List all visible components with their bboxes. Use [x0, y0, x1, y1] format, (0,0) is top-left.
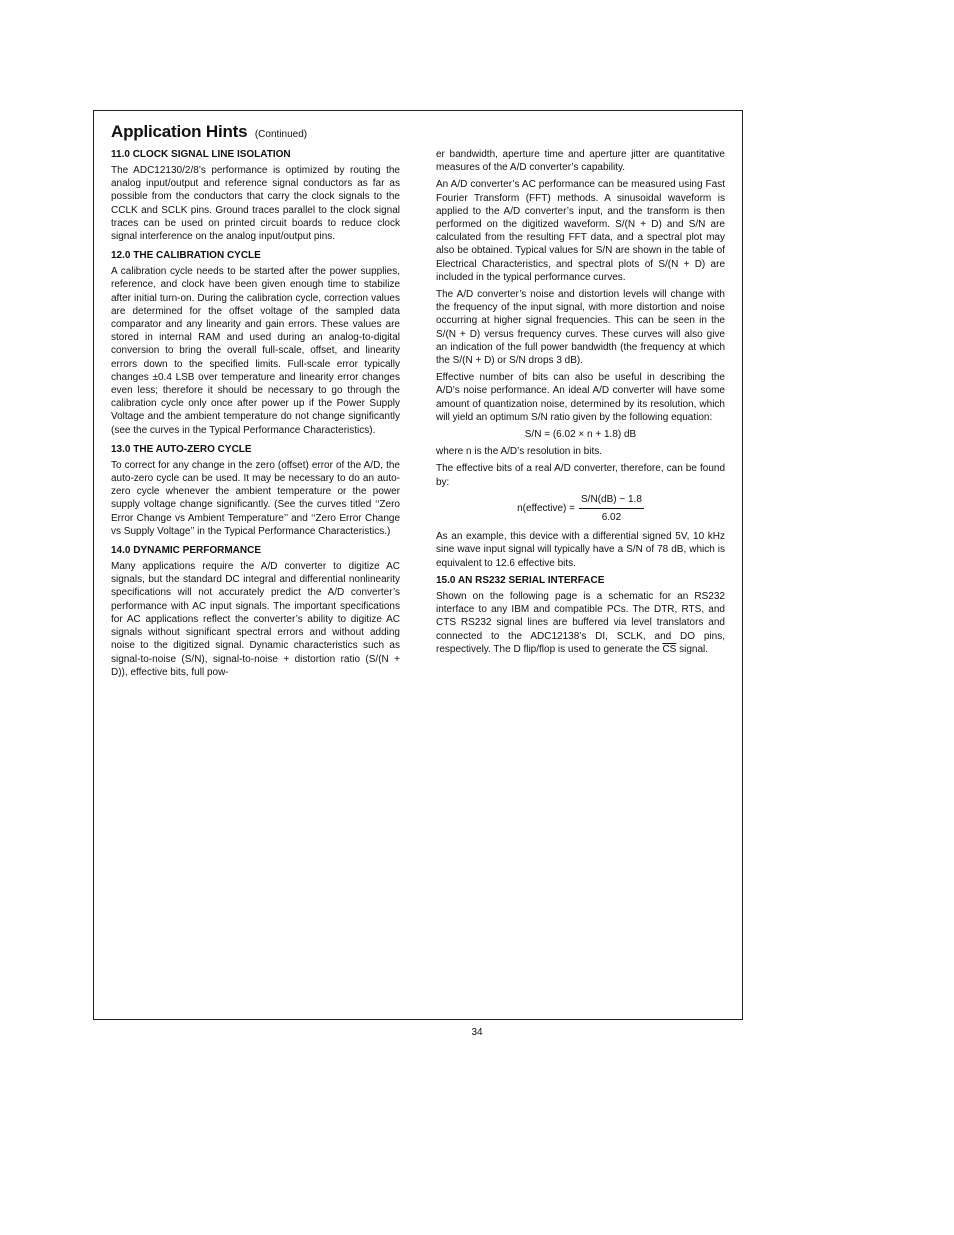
paragraph-noise-distortion: The A/D converter’s noise and distortion levels will change with the frequency of the input signal, with more distortion and noise occurring at higher signal frequencies. This can be seen in the S/(N + D) versus frequency curves. These curves will also give an indication of the full power bandwidth (the frequency at which the S/(N + D) or S/N drops 3 dB). [436, 289, 725, 367]
section-15 [436, 574, 725, 656]
section-14-heading: 14.0 DYNAMIC PERFORMANCE [111, 545, 262, 557]
section-14-paragraph: Many applications require the A/D converter to digitize AC signals, but the standard DC integral and differential nonlinearity specifications will not accurately predict the A/D converter’s performance with AC input signals. The important specifications for AC applications reflect the converter’s ability to digitize AC signals without significant spectral errors and without adding noise to the digitized signal. Dynamic characteristics such as signal-to-noise (S/N), signal-to-noise + distortion ratio (S/(N + D)), effective bits, full pow- [111, 561, 400, 678]
section-15-heading: 15.0 AN RS232 SERIAL INTERFACE [436, 574, 605, 586]
section-header [111, 122, 307, 142]
section-12-heading: 12.0 THE CALIBRATION CYCLE [111, 250, 261, 262]
section-14 [111, 544, 400, 679]
section-13-paragraph: To correct for any change in the zero (offset) error of the A/D, the auto-zero cycle can be used. It may be necessary to do an auto-zero cycle whenever the ambient temperature or the power supply voltage change significantly. (See the curves titled ‘‘Zero Error Change vs Ambient Temperature’’ and ‘‘Zero Error Change vs Supply Voltage’’ in the Typical Performance Characteristics.) [111, 459, 400, 537]
section-13-heading: 13.0 THE AUTO-ZERO CYCLE [111, 443, 252, 455]
section-15-text-end: signal. [679, 643, 709, 655]
page-subtitle: (Continued) [254, 129, 308, 140]
page-title: Application Hints [111, 122, 248, 141]
page-frame [93, 110, 743, 1020]
left-column [111, 148, 400, 685]
equation-sn: S/N = (6.02 × n + 1.8) dB [524, 429, 637, 441]
section-12 [111, 249, 400, 437]
section-15-paragraph [436, 590, 725, 656]
equation-lhs: n(effective) = [517, 502, 576, 514]
paragraph-real-ad: The effective bits of a real A/D converter, therefore, can be found by: [436, 463, 725, 488]
section-13 [111, 443, 400, 538]
paragraph-resolution: where n is the A/D’s resolution in bits. [436, 446, 603, 458]
section-11 [111, 148, 400, 243]
section-12-paragraph: A calibration cycle needs to be started after the power supplies, reference, and clock have been given enough time to stabilize after initial turn-on. During the calibration cycle, correction values are determined for the offset voltage of the sampled data comparator and any linearity and gain errors. These values are stored in internal RAM and used during an analog-to-digital conversion to bring the overall full-scale, offset, and linearity errors down to the specified limits. Full-scale error typically changes ±0.4 LSB over temperature and linearity error changes even less; therefore it should be necessary to go through the calibration cycle only once after power up if the Power Supply Voltage and the ambient temperature do not change significantly (see the curves in the Typical Performance Characteristics). [111, 266, 400, 436]
equation-effective-bits [436, 493, 725, 524]
equation-fraction [579, 493, 644, 524]
right-column [436, 148, 725, 662]
section-15-text: Shown on the following page is a schematic for an RS232 interface to any IBM and compatible PCs. The DTR, RTS, and CTS RS232 signal lines are buffered via level translators and connected to the ADC12138’s DI, SCLK, and DO pins, respectively. The D flip/flop is used to generate the [436, 590, 725, 655]
paragraph-effective-bits: Effective number of bits can also be useful in describing the A/D’s noise performance. An ideal A/D converter will have some amount of quantization noise, determined by its resolution, which will yield an optimum S/N ratio given by the following equation: [436, 372, 725, 423]
paragraph-continued: er bandwidth, aperture time and aperture jitter are quantitative measures of the A/D converter’s capability. [436, 149, 725, 174]
page-number: 34 [471, 1027, 483, 1038]
section-11-heading: 11.0 CLOCK SIGNAL LINE ISOLATION [111, 149, 291, 160]
equation-denominator: 6.02 [601, 512, 622, 524]
paragraph-fft: An A/D converter’s AC performance can be measured using Fast Fourier Transform (FFT) methods. A sinusoidal waveform is applied to the A/D converter’s input, and the transform is then performed on the digitized waveform. S/(N + D) and S/N are calculated from the resulting FFT data, and a spectral plot may also be obtained. Typical values for S/N are shown in the table of Electrical Characteristics, and spectral plots of S/(N + D) are included in the typical performance curves. [436, 179, 725, 283]
paragraph-example: As an example, this device with a differential signed 5V, 10 kHz sine wave input signal will typically have a S/N of 78 dB, which is equivalent to 12.6 effective bits. [436, 531, 725, 569]
equation-numerator: S/N(dB) − 1.8 [579, 493, 644, 509]
section-11-paragraph: The ADC12130/2/8’s performance is optimized by routing the analog input/output and reference signal conductors as far as possible from the conductors that carry the clock signals to the CCLK and SCLK pins. Ground traces parallel to the clock signal traces can be used on printed circuit boards to reduce clock signal interference on the analog input/output pins. [111, 165, 400, 243]
cs-signal-name: $\overline{CS}$ [662, 643, 677, 655]
